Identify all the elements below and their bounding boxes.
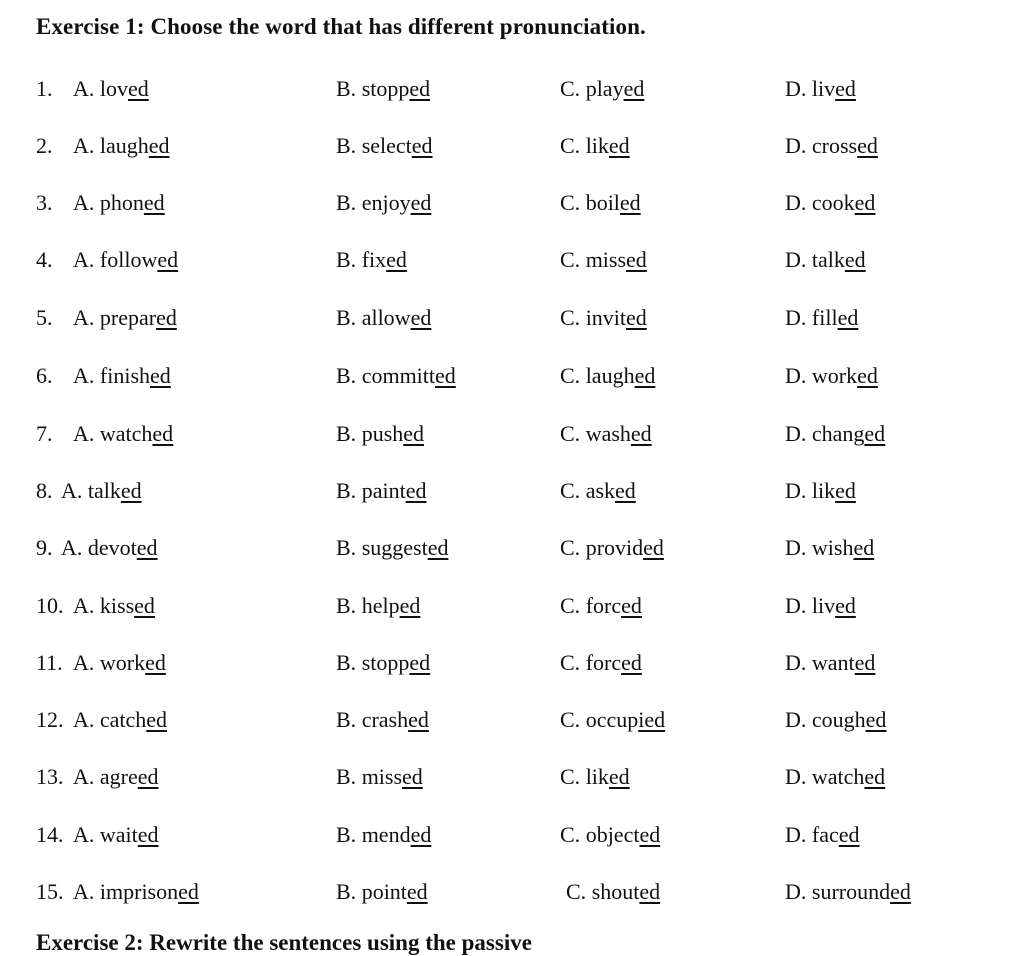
word-stem: agre — [99, 764, 138, 789]
option-letter: C. — [560, 535, 581, 560]
option-d[interactable] — [785, 421, 885, 447]
option-letter: B. — [336, 822, 357, 847]
option-letter: D. — [785, 764, 807, 789]
question-row — [0, 593, 1024, 627]
underlined-ending: ed — [643, 535, 664, 560]
option-b[interactable] — [336, 190, 431, 216]
word-stem: forc — [585, 593, 622, 618]
word-stem: phon — [99, 190, 144, 215]
word-stem: work — [99, 650, 146, 675]
word-stem: cough — [811, 707, 866, 732]
word-stem: fill — [811, 305, 838, 330]
option-letter: A. — [73, 305, 95, 330]
option-letter: D. — [785, 478, 807, 503]
question-row — [0, 478, 1024, 512]
underlined-ending: ed — [626, 247, 647, 272]
word-stem: follow — [99, 247, 158, 272]
option-b[interactable] — [336, 421, 424, 447]
question-row — [0, 535, 1024, 569]
option-c[interactable] — [560, 707, 665, 733]
option-d[interactable] — [785, 650, 875, 676]
option-c[interactable] — [560, 190, 641, 216]
option-c[interactable] — [560, 133, 630, 159]
word-stem: prepar — [99, 305, 157, 330]
option-d[interactable] — [785, 707, 886, 733]
option-letter: D. — [785, 421, 807, 446]
question-number: 9. — [36, 535, 53, 560]
option-c[interactable] — [560, 593, 642, 619]
word-stem: fac — [811, 822, 839, 847]
underlined-ending: ed — [120, 478, 142, 503]
word-stem: forc — [585, 650, 622, 675]
option-letter: C. — [560, 363, 581, 388]
word-stem: talk — [811, 247, 845, 272]
question-number: 8. — [36, 478, 53, 503]
option-c[interactable] — [560, 76, 644, 102]
underlined-ending: ed — [838, 822, 860, 847]
word-stem: work — [811, 363, 858, 388]
word-stem: want — [811, 650, 855, 675]
word-stem: select — [361, 133, 412, 158]
option-letter: B. — [336, 190, 357, 215]
underlined-ending: ed — [386, 247, 407, 272]
word-stem: paint — [361, 478, 406, 503]
underlined-ending: ed — [128, 76, 149, 101]
word-stem: cross — [811, 133, 858, 158]
word-stem: lik — [585, 764, 609, 789]
underlined-ending: ed — [137, 764, 159, 789]
underlined-ending: ed — [410, 822, 432, 847]
word-stem: stopp — [361, 650, 410, 675]
option-letter: B. — [336, 764, 357, 789]
question-number: 12. — [36, 707, 64, 732]
word-stem: wait — [99, 822, 138, 847]
option-b[interactable] — [336, 707, 429, 733]
option-a[interactable] — [73, 822, 159, 848]
option-letter: A. — [61, 478, 83, 503]
underlined-ending: ed — [143, 190, 165, 215]
question-number: 2. — [36, 133, 53, 158]
underlined-ending: ed — [137, 822, 159, 847]
option-letter: D. — [785, 593, 807, 618]
underlined-ending: ed — [435, 363, 456, 388]
underlined-ending: ed — [844, 247, 866, 272]
word-stem: provid — [585, 535, 644, 560]
question-row — [0, 247, 1024, 281]
option-letter: B. — [336, 76, 357, 101]
option-letter: C. — [560, 764, 581, 789]
option-a[interactable] — [61, 535, 158, 561]
option-letter: C. — [566, 879, 587, 904]
option-c[interactable] — [560, 764, 630, 790]
underlined-ending: ed — [835, 593, 856, 618]
option-d[interactable] — [785, 478, 856, 504]
underlined-ending: ed — [639, 822, 661, 847]
underlined-ending: ed — [150, 363, 171, 388]
word-stem: object — [585, 822, 640, 847]
option-letter: B. — [336, 133, 357, 158]
word-stem: lov — [99, 76, 129, 101]
underlined-ending: ed — [623, 76, 645, 101]
option-d[interactable] — [785, 363, 878, 389]
word-stem: crash — [361, 707, 409, 732]
option-c[interactable] — [560, 478, 636, 504]
question-row — [0, 707, 1024, 741]
option-b[interactable] — [336, 478, 426, 504]
option-b[interactable] — [336, 822, 431, 848]
option-c[interactable] — [560, 650, 642, 676]
word-stem: shout — [591, 879, 640, 904]
question-number: 15. — [36, 879, 64, 904]
option-letter: C. — [560, 305, 581, 330]
word-stem: kiss — [99, 593, 135, 618]
word-stem: lik — [585, 133, 609, 158]
underlined-ending: ed — [408, 707, 429, 732]
option-b[interactable] — [336, 133, 433, 159]
option-letter: D. — [785, 879, 807, 904]
option-letter: A. — [73, 707, 95, 732]
word-stem: imprison — [99, 879, 179, 904]
word-stem: wish — [811, 535, 854, 560]
option-letter: B. — [336, 535, 357, 560]
word-stem: fix — [361, 247, 387, 272]
option-a[interactable] — [73, 305, 177, 331]
word-stem: lik — [811, 478, 836, 503]
option-letter: B. — [336, 478, 357, 503]
option-b[interactable] — [336, 764, 423, 790]
option-c[interactable] — [560, 421, 652, 447]
underlined-ending: ed — [639, 879, 661, 904]
option-letter: B. — [336, 650, 357, 675]
option-a[interactable] — [73, 363, 171, 389]
word-stem: catch — [99, 707, 147, 732]
underlined-ending: ed — [857, 363, 878, 388]
question-row — [0, 133, 1024, 167]
underlined-ending: ed — [156, 305, 177, 330]
question-number: 10. — [36, 593, 64, 618]
word-stem: devot — [87, 535, 137, 560]
question-row — [0, 190, 1024, 224]
underlined-ending: ed — [630, 421, 652, 446]
word-stem: push — [361, 421, 404, 446]
option-letter: C. — [560, 707, 581, 732]
underlined-ending: ed — [621, 650, 642, 675]
option-letter: A. — [73, 247, 95, 272]
option-letter: A. — [73, 650, 95, 675]
option-d[interactable] — [785, 593, 856, 619]
option-letter: D. — [785, 822, 807, 847]
option-letter: C. — [560, 133, 581, 158]
underlined-ending: ed — [405, 478, 427, 503]
option-letter: A. — [73, 764, 95, 789]
word-stem: surround — [811, 879, 891, 904]
option-letter: C. — [560, 190, 581, 215]
option-letter: C. — [560, 76, 581, 101]
word-stem: enjoy — [361, 190, 411, 215]
option-a[interactable] — [73, 421, 173, 447]
option-b[interactable] — [336, 593, 420, 619]
underlined-ending: ied — [638, 707, 666, 732]
word-stem: chang — [811, 421, 865, 446]
underlined-ending: ed — [410, 190, 432, 215]
question-number: 6. — [36, 363, 53, 388]
underlined-ending: ed — [146, 707, 168, 732]
underlined-ending: ed — [634, 363, 656, 388]
word-stem: committ — [361, 363, 436, 388]
option-letter: D. — [785, 707, 807, 732]
word-stem: miss — [361, 764, 403, 789]
underlined-ending: ed — [411, 133, 433, 158]
option-c[interactable] — [560, 247, 647, 273]
underlined-ending: ed — [608, 133, 630, 158]
option-letter: A. — [73, 133, 95, 158]
option-d[interactable] — [785, 764, 885, 790]
option-letter: C. — [560, 421, 581, 446]
underlined-ending: ed — [145, 650, 166, 675]
underlined-ending: ed — [837, 305, 859, 330]
option-letter: A. — [73, 190, 95, 215]
option-d[interactable] — [785, 133, 878, 159]
word-stem: occup — [585, 707, 639, 732]
word-stem: laugh — [99, 133, 149, 158]
option-letter: C. — [560, 650, 581, 675]
word-stem: help — [361, 593, 400, 618]
option-letter: B. — [336, 421, 357, 446]
word-stem: liv — [811, 76, 836, 101]
underlined-ending: ed — [152, 421, 174, 446]
option-letter: D. — [785, 133, 807, 158]
word-stem: talk — [87, 478, 121, 503]
word-stem: miss — [585, 247, 627, 272]
option-a[interactable] — [73, 593, 155, 619]
word-stem: ask — [585, 478, 616, 503]
option-a[interactable] — [61, 478, 142, 504]
option-letter: C. — [560, 822, 581, 847]
underlined-ending: ed — [854, 190, 876, 215]
option-c[interactable] — [560, 535, 664, 561]
option-letter: B. — [336, 879, 357, 904]
option-letter: D. — [785, 363, 807, 388]
question-number: 7. — [36, 421, 53, 446]
option-c[interactable] — [560, 363, 655, 389]
underlined-ending: ed — [148, 133, 170, 158]
underlined-ending: ed — [134, 593, 155, 618]
option-d[interactable] — [785, 822, 860, 848]
option-c[interactable] — [566, 879, 660, 905]
word-stem: boil — [585, 190, 620, 215]
option-b[interactable] — [336, 247, 407, 273]
question-row — [0, 879, 1024, 913]
question-row — [0, 363, 1024, 397]
option-letter: B. — [336, 247, 357, 272]
underlined-ending: ed — [621, 593, 642, 618]
option-letter: C. — [560, 247, 581, 272]
option-letter: A. — [73, 879, 95, 904]
underlined-ending: ed — [626, 305, 647, 330]
question-row — [0, 76, 1024, 110]
question-row — [0, 764, 1024, 798]
word-stem: suggest — [361, 535, 428, 560]
option-b[interactable] — [336, 305, 431, 331]
option-d[interactable] — [785, 247, 866, 273]
option-a[interactable] — [73, 707, 167, 733]
question-row — [0, 650, 1024, 684]
underlined-ending: ed — [853, 535, 875, 560]
question-row — [0, 305, 1024, 339]
question-number: 1. — [36, 76, 53, 101]
underlined-ending: ed — [409, 650, 431, 675]
word-stem: cook — [811, 190, 855, 215]
option-letter: D. — [785, 190, 807, 215]
word-stem: finish — [99, 363, 151, 388]
option-letter: A. — [73, 421, 95, 446]
underlined-ending: ed — [410, 305, 432, 330]
underlined-ending: ed — [403, 421, 425, 446]
option-letter: B. — [336, 363, 357, 388]
word-stem: play — [585, 76, 624, 101]
option-letter: D. — [785, 535, 807, 560]
word-stem: allow — [361, 305, 411, 330]
option-b[interactable] — [336, 650, 430, 676]
question-number: 4. — [36, 247, 53, 272]
question-number: 3. — [36, 190, 53, 215]
word-stem: point — [361, 879, 407, 904]
option-letter: D. — [785, 76, 807, 101]
underlined-ending: ed — [864, 421, 886, 446]
option-a[interactable] — [73, 650, 166, 676]
option-letter: B. — [336, 707, 357, 732]
option-d[interactable] — [785, 305, 858, 331]
underlined-ending: ed — [608, 764, 630, 789]
underlined-ending: ed — [157, 247, 179, 272]
question-number: 14. — [36, 822, 64, 847]
option-letter: A. — [73, 363, 95, 388]
option-a[interactable] — [73, 190, 165, 216]
underlined-ending: ed — [615, 478, 636, 503]
option-b[interactable] — [336, 535, 448, 561]
option-letter: A. — [73, 822, 95, 847]
underlined-ending: ed — [835, 478, 856, 503]
question-number: 11. — [36, 650, 63, 675]
word-stem: stopp — [361, 76, 410, 101]
option-c[interactable] — [560, 305, 647, 331]
word-stem: liv — [811, 593, 836, 618]
option-letter: C. — [560, 478, 581, 503]
exercise-title: Exercise 1: Choose the word that has different pronunciation. — [36, 14, 646, 39]
underlined-ending: ed — [619, 190, 641, 215]
underlined-ending: ed — [427, 535, 449, 560]
underlined-ending: ed — [136, 535, 158, 560]
option-letter: D. — [785, 247, 807, 272]
option-a[interactable] — [73, 247, 178, 273]
option-letter: A. — [73, 76, 95, 101]
option-d[interactable] — [785, 535, 874, 561]
option-letter: A. — [73, 593, 95, 618]
underlined-ending: ed — [178, 879, 199, 904]
underlined-ending: ed — [835, 76, 856, 101]
option-a[interactable] — [73, 76, 149, 102]
option-a[interactable] — [73, 133, 170, 159]
question-number: 5. — [36, 305, 53, 330]
next-exercise-title-partial: Exercise 2: Rewrite the sentences using the passive — [36, 930, 532, 955]
underlined-ending: ed — [857, 133, 878, 158]
underlined-ending: ed — [864, 764, 886, 789]
underlined-ending: ed — [399, 593, 421, 618]
option-d[interactable] — [785, 190, 875, 216]
underlined-ending: ed — [854, 650, 876, 675]
word-stem: watch — [811, 764, 865, 789]
underlined-ending: ed — [890, 879, 911, 904]
question-row — [0, 421, 1024, 455]
word-stem: laugh — [585, 363, 635, 388]
underlined-ending: ed — [409, 76, 431, 101]
underlined-ending: ed — [402, 764, 423, 789]
question-row — [0, 822, 1024, 856]
word-stem: mend — [361, 822, 411, 847]
option-letter: D. — [785, 305, 807, 330]
option-c[interactable] — [560, 822, 660, 848]
word-stem: invit — [585, 305, 627, 330]
underlined-ending: ed — [865, 707, 887, 732]
option-letter: A. — [61, 535, 83, 560]
option-letter: B. — [336, 305, 357, 330]
option-b[interactable] — [336, 363, 456, 389]
option-letter: D. — [785, 650, 807, 675]
word-stem: wash — [585, 421, 631, 446]
underlined-ending: ed — [406, 879, 428, 904]
option-a[interactable] — [73, 879, 199, 905]
option-b[interactable] — [336, 76, 430, 102]
option-d[interactable] — [785, 76, 856, 102]
option-letter: B. — [336, 593, 357, 618]
option-a[interactable] — [73, 764, 159, 790]
word-stem: watch — [99, 421, 153, 446]
option-b[interactable] — [336, 879, 428, 905]
option-letter: C. — [560, 593, 581, 618]
question-number: 13. — [36, 764, 64, 789]
option-d[interactable] — [785, 879, 911, 905]
